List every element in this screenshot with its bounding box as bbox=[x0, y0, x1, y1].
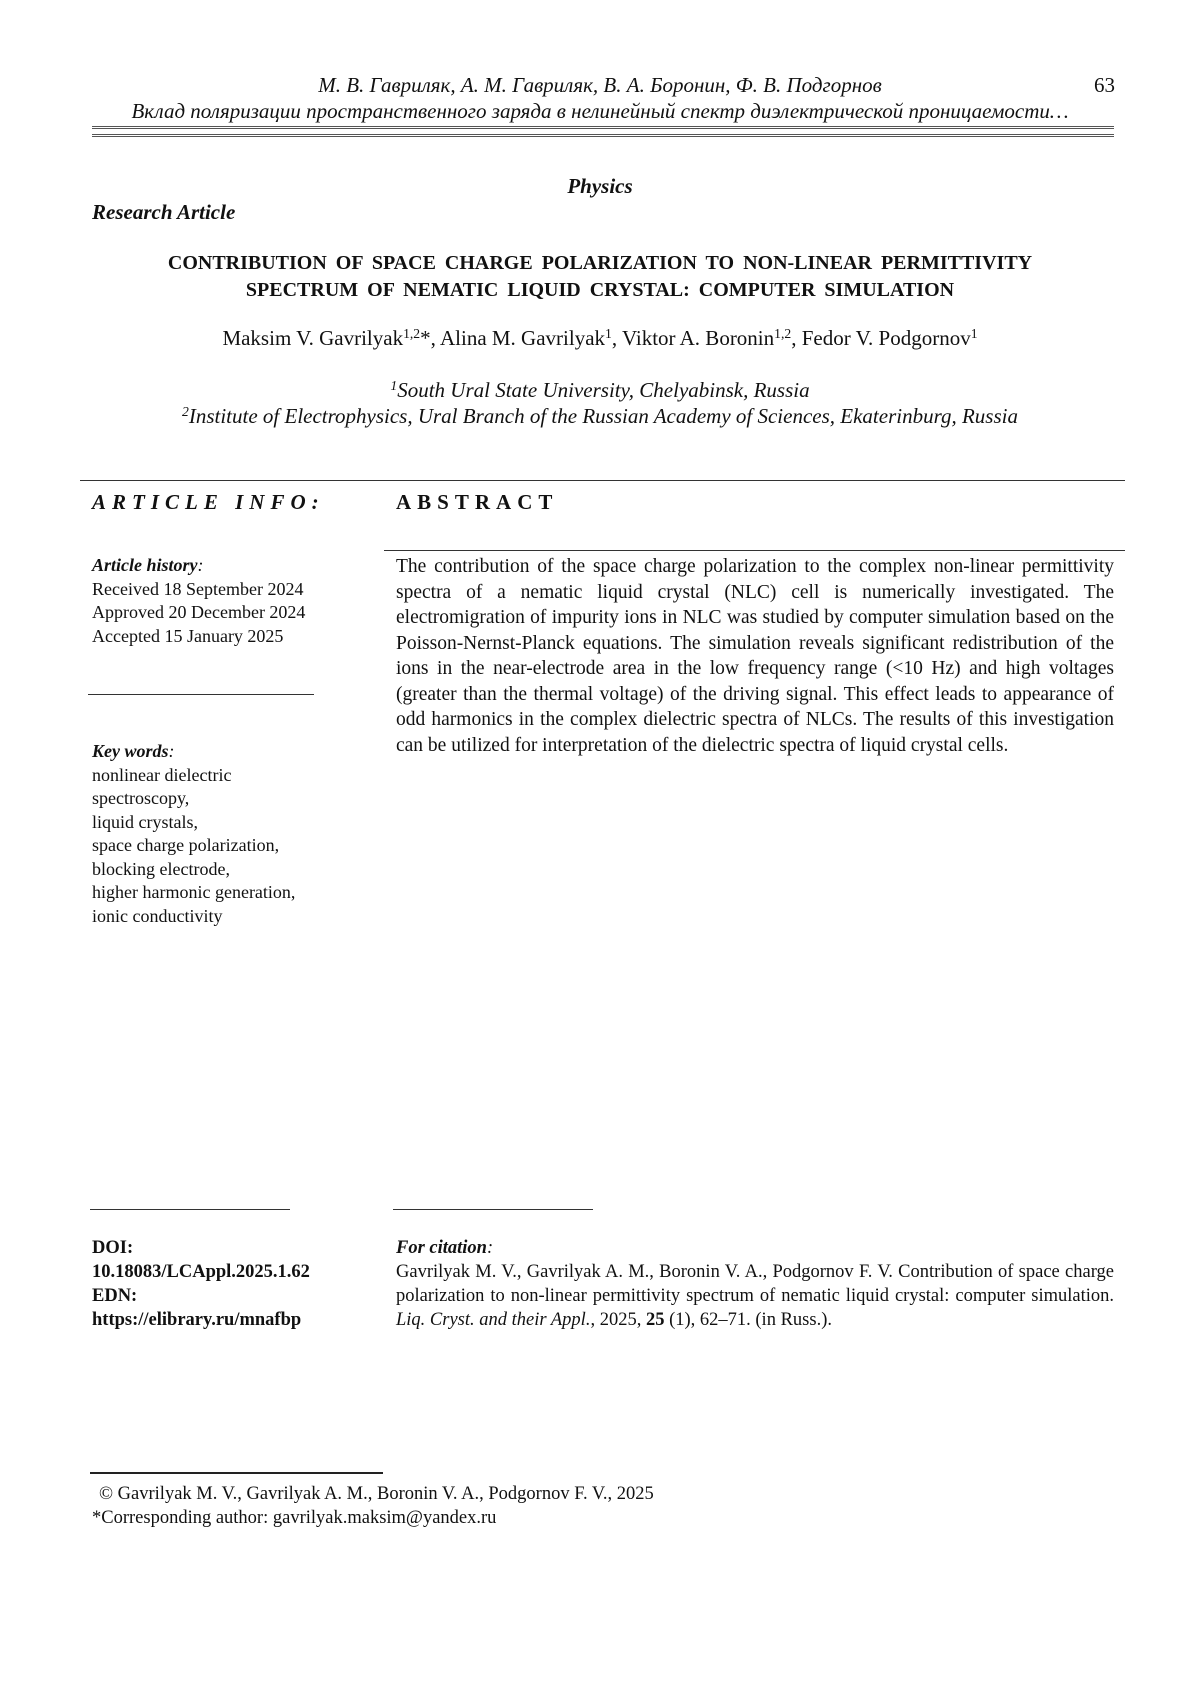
author-name: Alina M. Gavrilyak bbox=[439, 326, 606, 350]
abstract-heading: ABSTRACT bbox=[396, 490, 559, 514]
keyword: blocking electrode, bbox=[92, 858, 230, 879]
author-separator: , bbox=[791, 326, 802, 350]
article-title-line-2: SPECTRUM OF NEMATIC LIQUID CRYSTAL: COMPUTER SIMULATION bbox=[245, 279, 955, 301]
history-label-row: Article history: bbox=[92, 555, 204, 575]
section-label: Physics bbox=[567, 174, 633, 198]
citation-label: For citation bbox=[396, 1238, 487, 1258]
keyword: space charge polarization, bbox=[92, 835, 280, 855]
article-title-line-1: CONTRIBUTION OF SPACE CHARGE POLARIZATION TO NON-LINEAR PERMITTIVITY bbox=[167, 252, 1033, 274]
citation-divider bbox=[393, 1209, 593, 1210]
doi-value: 10.18083/LCAppl.2025.1.62 bbox=[92, 1262, 310, 1282]
doi-label: DOI: bbox=[92, 1238, 134, 1258]
history-label: Article history bbox=[92, 555, 198, 575]
citation-year: 2025 bbox=[599, 1310, 637, 1330]
citation-issue-pages: (1), 62–71. (in Russ.). bbox=[669, 1310, 832, 1330]
identifiers bbox=[92, 1236, 310, 1332]
keywords bbox=[92, 740, 352, 928]
edn-label: EDN: bbox=[92, 1286, 138, 1306]
keywords-label: Key words bbox=[92, 741, 169, 761]
copyright-notice: © Gavrilyak M. V., Gavrilyak A. M., Boronin V. A., Podgornov F. V., 2025 bbox=[99, 1484, 654, 1504]
article-title bbox=[110, 250, 1090, 304]
affiliation-sup: 1 bbox=[390, 378, 398, 394]
info-top-divider bbox=[80, 480, 1125, 481]
citation-text: Gavrilyak M. V., Gavrilyak A. M., Boronin V. A., Podgornov F. V. Contribution of space charge polarization to non-linear permittivity spectrum of nematic liquid crystal: computer simulation. Liq. Cryst. and their Appl., 2025, 25 (1), 62–71. (in Russ.). bbox=[396, 1262, 1114, 1330]
article-history bbox=[92, 554, 352, 648]
abstract-text: The contribution of the space charge polarization to the complex non-linear permittivity spectra of a nematic liquid crystal (NLC) cell is numerically investigated. The electromigration of impurity ions in NLC was studied by computer simulation based on the Poisson-Nernst-Planck equations. The simulation reveals significant redistribution of the ions in the near-electrode area in the low frequency range (<10 Hz) and high voltages (greater than the thermal voltage) of the driving signal. This effect leads to appearance of odd harmonics in the complex dielectric spectra of NLCs. The results of this investigation can be utilized for interpretation of the dielectric spectra of liquid crystal cells. bbox=[396, 556, 1114, 756]
author-separator: , bbox=[611, 326, 622, 350]
corresponding-author: *Corresponding author: gavrilyak.maksim@yandex.ru bbox=[92, 1508, 497, 1528]
author-affiliation-sup: 1 bbox=[605, 326, 612, 342]
page-number: 63 bbox=[1094, 73, 1115, 97]
header-divider bbox=[92, 126, 1114, 137]
affiliation-1 bbox=[0, 378, 1200, 403]
article-info-heading: ARTICLE INFO: bbox=[92, 490, 325, 514]
affiliation-text: Institute of Electrophysics, Ural Branch of the Russian Academy of Sciences, Ekaterinburg, Russia bbox=[188, 404, 1018, 428]
footnote-divider bbox=[90, 1472, 383, 1474]
author-separator: *, bbox=[420, 326, 440, 350]
citation bbox=[396, 1236, 1114, 1332]
keyword: higher harmonic generation, bbox=[92, 882, 296, 902]
keyword: liquid crystals, bbox=[92, 811, 198, 832]
doi-divider bbox=[90, 1209, 290, 1210]
citation-volume: 25 bbox=[645, 1310, 665, 1330]
article-type: Research Article bbox=[92, 200, 236, 224]
history-accepted: Accepted 15 January 2025 bbox=[92, 625, 284, 646]
citation-journal: Liq. Cryst. and their Appl. bbox=[396, 1310, 591, 1330]
history-received: Received 18 September 2024 bbox=[92, 578, 304, 599]
keyword: spectroscopy, bbox=[92, 788, 190, 808]
affiliation-text: South Ural State University, Chelyabinsk, Russia bbox=[397, 378, 810, 402]
author-name: Maksim V. Gavrilyak bbox=[222, 326, 404, 350]
affiliation-2 bbox=[0, 404, 1200, 429]
citation-authors: Gavrilyak M. V., Gavrilyak A. M., Boronin V. A., Podgornov F. V. Contribution of space charge polarization to non-linear permittivity spectrum of nematic liquid crystal: computer simulation. bbox=[396, 1262, 1114, 1306]
author-affiliation-sup: 1 bbox=[970, 326, 978, 342]
running-header-authors: М. В. Гавриляк, А. М. Гавриляк, В. А. Боронин, Ф. В. Подгорнов bbox=[318, 73, 882, 97]
history-divider bbox=[88, 694, 314, 695]
citation-label-row: For citation: bbox=[396, 1238, 494, 1258]
keyword: ionic conductivity bbox=[92, 905, 223, 926]
author-list bbox=[0, 326, 1200, 351]
running-header-title: Вклад поляризации пространственного заряда в нелинейный спектр диэлектрической проницаемости… bbox=[131, 99, 1069, 123]
author-name: Fedor V. Podgornov bbox=[801, 326, 971, 350]
history-approved: Approved 20 December 2024 bbox=[92, 602, 306, 622]
author-affiliation-sup: 1,2 bbox=[774, 326, 792, 342]
abstract-divider bbox=[384, 550, 1125, 551]
keyword: nonlinear dielectric bbox=[92, 764, 232, 785]
author-name: Viktor A. Boronin bbox=[621, 326, 775, 350]
affiliation-sup: 2 bbox=[182, 404, 189, 420]
keywords-label-row: Key words: bbox=[92, 741, 175, 761]
author-affiliation-sup: 1,2 bbox=[403, 326, 421, 342]
edn-link[interactable]: https://elibrary.ru/mnafbp bbox=[92, 1310, 302, 1330]
